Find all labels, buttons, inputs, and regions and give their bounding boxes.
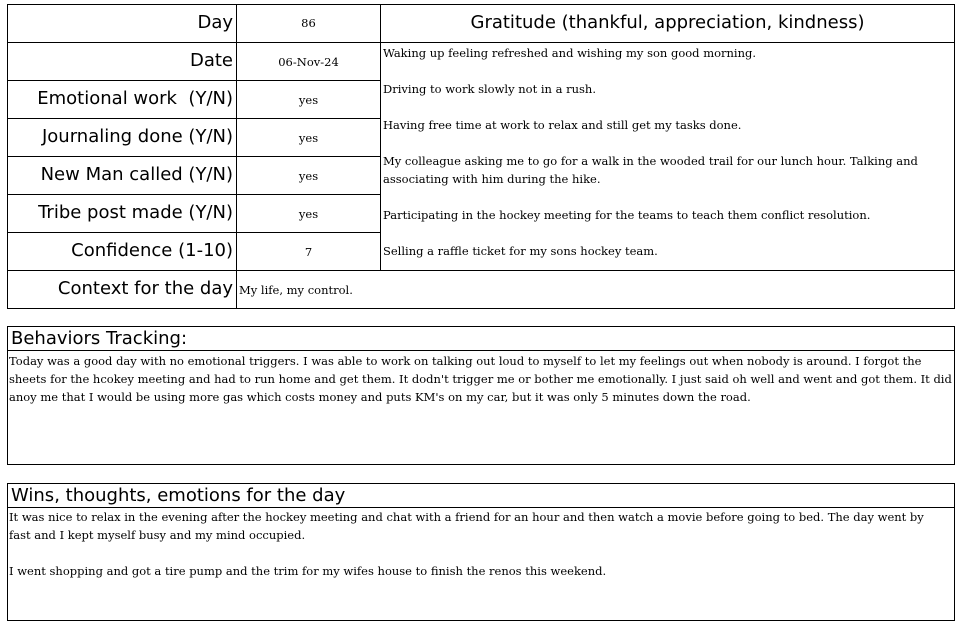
date-label: Date [189, 50, 233, 71]
gratitude-item[interactable]: Participating in the hockey meeting for the teams to teach them conflict resolution. [383, 208, 871, 222]
grid-line [7, 4, 8, 309]
gratitude-title: Gratitude (thankful, appreciation, kindness) [470, 12, 865, 33]
emotional-work-value[interactable]: yes [298, 93, 319, 107]
grid-line [7, 194, 381, 195]
grid-line [7, 80, 381, 81]
date-value[interactable]: 06-Nov-24 [278, 55, 339, 69]
grid-line [7, 350, 955, 351]
grid-line [7, 42, 955, 43]
grid-line [7, 483, 955, 484]
grid-line [7, 464, 955, 465]
tribe-post-label: Tribe post made (Y/N) [38, 202, 233, 223]
grid-line [7, 620, 955, 621]
day-label: Day [197, 12, 233, 33]
confidence-value[interactable]: 7 [304, 245, 313, 259]
tribe-post-value[interactable]: yes [298, 207, 319, 221]
gratitude-item[interactable]: Driving to work slowly not in a rush. [383, 82, 596, 96]
grid-line [7, 232, 381, 233]
grid-line [7, 326, 8, 465]
new-man-value[interactable]: yes [298, 169, 319, 183]
grid-line [954, 483, 955, 621]
grid-line [7, 118, 381, 119]
gratitude-item[interactable]: Selling a raffle ticket for my sons hockey team. [383, 244, 658, 258]
new-man-label: New Man called (Y/N) [40, 164, 233, 185]
grid-line [7, 4, 955, 5]
journaling-label: Journaling done (Y/N) [41, 126, 233, 147]
context-label: Context for the day [57, 278, 233, 299]
grid-line [7, 326, 955, 327]
grid-line [7, 156, 381, 157]
wins-title: Wins, thoughts, emotions for the day [11, 485, 346, 506]
journaling-value[interactable]: yes [298, 131, 319, 145]
confidence-label: Confidence (1-10) [71, 240, 233, 261]
grid-line [954, 4, 955, 309]
grid-line [7, 270, 955, 271]
wins-paragraph[interactable]: It was nice to relax in the evening after the hockey meeting and chat with a friend for an hour and then watch a movie before going to bed. The day went by fast and I kept myself busy and my mind occupied. [9, 510, 924, 542]
grid-line [236, 4, 237, 309]
grid-line [7, 308, 955, 309]
behaviors-text[interactable]: Today was a good day with no emotional triggers. I was able to work on talking out loud to myself to let my feelings out when nobody is around. I forgot the sheets for the hcokey meeting and had to run home and get them. It dodn't trigger me or bother me emotionally. I just said oh well and went and got them. It did anoy me that I would be using more gas which costs money and puts KM's on my car, but it was only 5 minutes down the road. [9, 354, 952, 404]
emotional-work-label: Emotional work (Y/N) [37, 88, 233, 109]
gratitude-item[interactable]: My colleague asking me to go for a walk in the wooded trail for our lunch hour. Talking and associating with him during the hike. [383, 154, 918, 186]
behaviors-title: Behaviors Tracking: [11, 328, 188, 349]
day-value[interactable]: 86 [301, 16, 316, 30]
wins-paragraph[interactable]: I went shopping and got a tire pump and the trim for my wifes house to finish the renos this weekend. [9, 564, 607, 578]
context-value[interactable]: My life, my control. [239, 283, 353, 297]
grid-line [954, 326, 955, 465]
grid-line [7, 483, 8, 621]
gratitude-item[interactable]: Having free time at work to relax and still get my tasks done. [383, 118, 742, 132]
gratitude-item[interactable]: Waking up feeling refreshed and wishing my son good morning. [383, 46, 757, 60]
grid-line [380, 4, 381, 271]
